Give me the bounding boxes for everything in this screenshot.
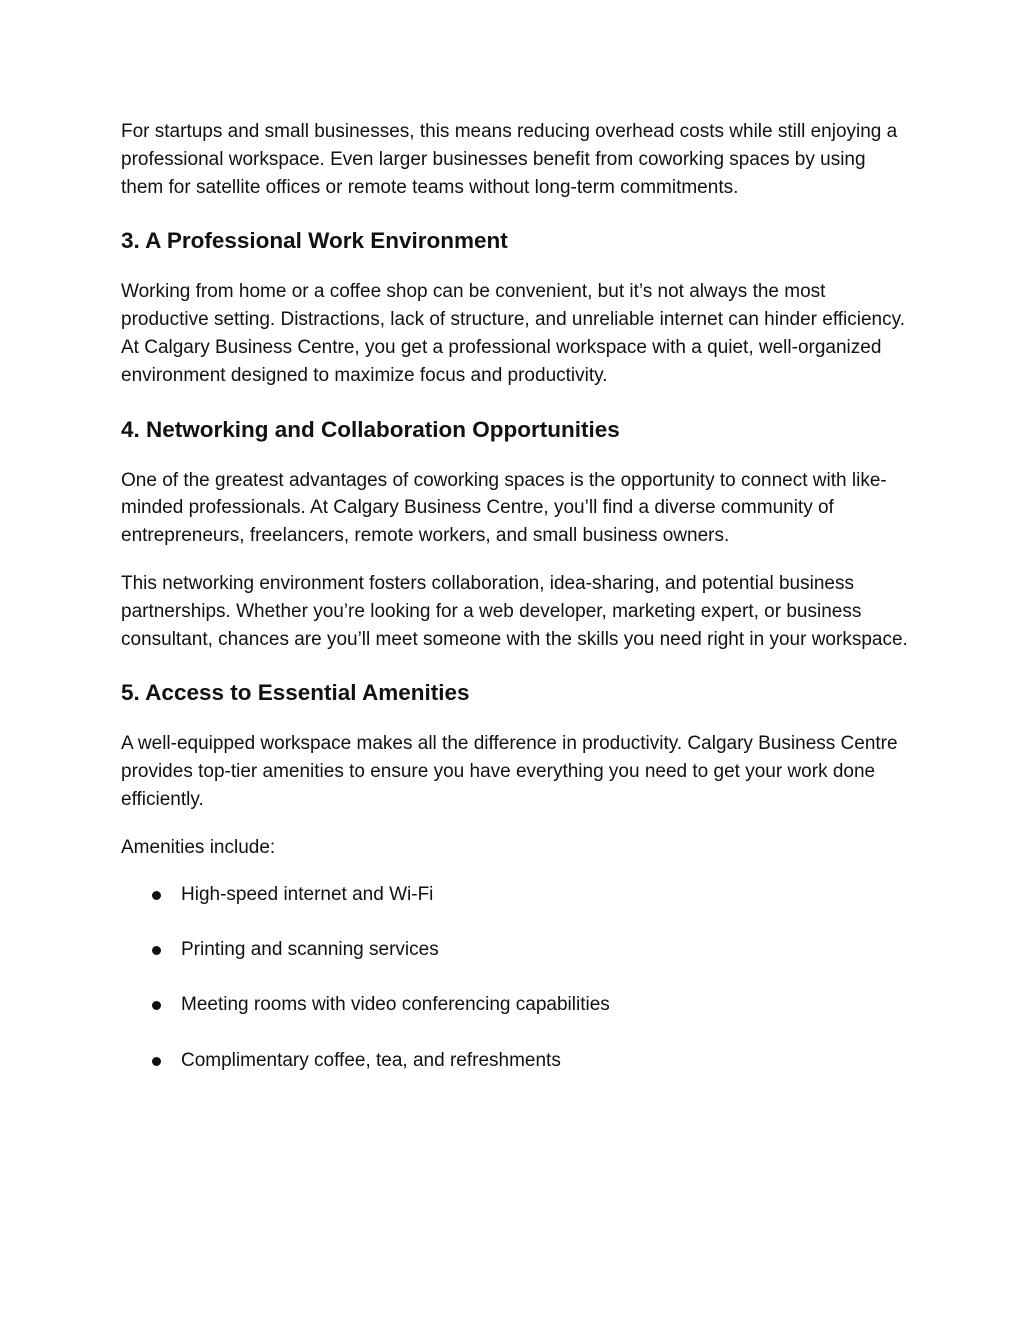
bullet-icon: [152, 1001, 161, 1010]
list-item: [121, 991, 911, 1019]
document-page: [121, 118, 911, 1102]
bullet-icon: [152, 891, 161, 900]
list-item-text: Printing and scanning services: [181, 938, 439, 960]
section-heading-amenities: 5. Access to Essential Amenities: [121, 680, 470, 706]
amenities-paragraph: A well-equipped workspace makes all the difference in productivity. Calgary Business Centre provides top-tier amenities to ensure you have everything you need to get your work done efficiently.: [121, 733, 898, 810]
intro-paragraph: For startups and small businesses, this means reducing overhead costs while still enjoying a professional workspace. Even larger businesses benefit from coworking spaces by using them for satellite offices or remote teams without long-term commitments.: [121, 121, 898, 198]
list-item: [121, 936, 911, 964]
list-item: [121, 881, 911, 909]
list-item-text: Complimentary coffee, tea, and refreshments: [181, 1049, 561, 1071]
section-heading-networking: 4. Networking and Collaboration Opportunities: [121, 416, 620, 442]
bullet-icon: [152, 1057, 161, 1066]
networking-paragraph-2: This networking environment fosters collaboration, idea-sharing, and potential business partnerships. Whether you’re looking for a web developer, marketing expert, or business consultant, chances are you’ll meet someone with the skills you need right in your workspace.: [121, 572, 908, 650]
section-heading-professional-environment: 3. A Professional Work Environment: [121, 228, 508, 254]
amenities-list: [121, 881, 911, 1075]
professional-environment-paragraph: Working from home or a coffee shop can be convenient, but it’s not always the most productive setting. Distractions, lack of structure, and unreliable internet can hinder efficiency. At Calgary Business Centre, you get a professional workspace with a quiet, well-organized environment designed to maximize focus and productivity.: [121, 281, 905, 386]
list-item-text: Meeting rooms with video conferencing capabilities: [181, 994, 610, 1016]
list-item: [121, 1047, 911, 1075]
amenities-list-intro: Amenities include:: [121, 836, 276, 858]
list-item-text: High-speed internet and Wi-Fi: [181, 883, 434, 905]
bullet-icon: [152, 946, 161, 955]
networking-paragraph-1: One of the greatest advantages of coworking spaces is the opportunity to connect with like-minded professionals. At Calgary Business Centre, you’ll find a diverse community of entrepreneurs, freelancers, remote workers, and small business owners.: [121, 469, 887, 547]
